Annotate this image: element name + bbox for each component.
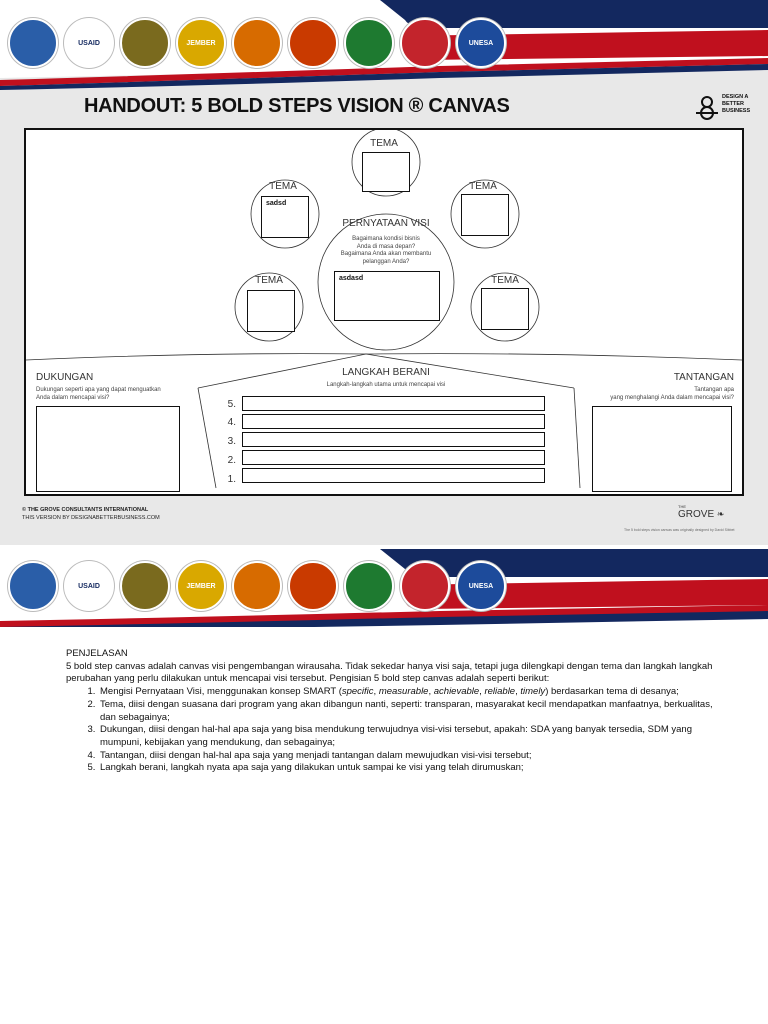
challenges-box[interactable] xyxy=(592,406,732,492)
infinity-icon xyxy=(694,94,720,122)
support-question: Dukungan seperti apa yang dapat menguatkan Anda dalam mencapai visi? xyxy=(36,387,161,401)
step-box-1[interactable] xyxy=(242,468,545,483)
vision-question: Bagaimana kondisi bisnis Anda di masa depan? Bagaimana Anda akan membantu pelanggan Anda? xyxy=(340,236,432,265)
grove-logo-prefix: THE xyxy=(678,504,686,509)
tema-box-top[interactable] xyxy=(362,152,410,192)
tema-box-lower-right[interactable] xyxy=(481,288,529,330)
step-box-3[interactable] xyxy=(242,432,545,447)
copyright: © THE GROVE CONSULTANTS INTERNATIONAL xyxy=(22,507,149,513)
logo-university-3 xyxy=(120,561,170,611)
logo-university-3 xyxy=(120,18,170,68)
steps-subtitle: Langkah-langkah utama untuk mencapai visi xyxy=(326,382,446,388)
vision-statement-box[interactable] xyxy=(334,271,440,321)
support-title: DUKUNGAN xyxy=(36,372,94,383)
step-number: 4. xyxy=(227,417,236,428)
logo-universitas-jember: JEMBER xyxy=(176,18,226,68)
tema-label-upper-left: TEMA xyxy=(269,181,297,192)
logo-kemendikbud xyxy=(8,18,58,68)
challenges-question: Tantangan apa yang menghalangi Anda dalam mencapai visi? xyxy=(610,387,734,401)
vision-statement-text: asdasd xyxy=(339,275,364,282)
version-credit: THIS VERSION BY DESIGNABETTERBUSINESS.COM xyxy=(22,515,160,521)
step-number: 5. xyxy=(227,399,236,410)
explanation-heading: PENJELASAN xyxy=(66,648,128,659)
second-slide-header xyxy=(0,545,768,627)
canvas-footer xyxy=(22,506,160,522)
steps-title: LANGKAH BERANI xyxy=(342,367,430,378)
list-item: 2. Tema, diisi dengan suasana dari program yang akan dibangun nanti, seperti: transparan, masyarakat kecil mendapatkan manfaatnya, berkualitas, dan sebagainya; xyxy=(98,699,716,724)
step-number: 3. xyxy=(227,436,236,447)
tema-box-lower-left[interactable] xyxy=(247,290,295,332)
logo-university-5 xyxy=(232,561,282,611)
logo-university-6 xyxy=(288,561,338,611)
brand-line-1: DESIGN A xyxy=(722,94,749,100)
tema-label-upper-right: TEMA xyxy=(469,181,497,192)
explanation-intro: 5 bold step canvas adalah canvas visi pengembangan wirausaha. Tidak sekedar hanya visi saja, tetapi juga dilengkapi dengan tema dan langkah langkah perubahan yang perlu dilakukan untuk mencapai visi tersebut. Pengisian 5 bold step canvas adalah seperti berikut: xyxy=(66,660,713,685)
logo-university-8 xyxy=(400,18,450,68)
logo-university-7 xyxy=(344,18,394,68)
step-box-5[interactable] xyxy=(242,396,545,411)
tema-label-lower-left: TEMA xyxy=(255,275,283,286)
logo-usaid: USAID xyxy=(64,18,114,68)
logo-university-5 xyxy=(232,18,282,68)
logo-university-8 xyxy=(400,561,450,611)
list-item: 4. Tantangan, diisi dengan hal-hal apa saja yang menjadi tantangan dalam mewujudkan visi-visi tersebut; xyxy=(98,750,716,763)
tema-label-top: TEMA xyxy=(370,138,398,149)
grove-leaf-icon: ❧ xyxy=(716,509,725,519)
partner-logos xyxy=(8,561,506,609)
vision-title: PERNYATAAN VISI xyxy=(342,218,430,229)
vision-canvas xyxy=(24,128,744,496)
list-item: 3. Dukungan, diisi dengan hal-hal apa saja yang bisa mendukung terwujudnya visi-visi tersebut, apakah: SDA yang banyak tersedia, SDM yang mumpuni, kebijakan yang mendukung, dan sebagainya; xyxy=(98,724,716,749)
explanation-section xyxy=(66,648,716,775)
design-credit: The 5 bold steps vision canvas was originally designed by David Sibbet xyxy=(624,528,735,532)
logo-unesa: UNESA xyxy=(456,18,506,68)
logo-universitas-jember: JEMBER xyxy=(176,561,226,611)
challenges-title: TANTANGAN xyxy=(673,372,734,383)
list-item: 1. Mengisi Pernyataan Visi, menggunakan konsep SMART (specific, measurable, achievable, reliable, timely) berdasarkan tema di desanya; xyxy=(98,686,716,699)
tema-box-upper-right[interactable] xyxy=(461,194,509,236)
logo-unesa: UNESA xyxy=(456,561,506,611)
step-box-2[interactable] xyxy=(242,450,545,465)
brand-line-2: BETTER xyxy=(722,101,744,107)
logo-university-6 xyxy=(288,18,338,68)
grove-logo xyxy=(678,504,724,520)
page-title: HANDOUT: 5 BOLD STEPS VISION ® CANVAS xyxy=(84,95,510,117)
explanation-list xyxy=(66,686,716,775)
step-number: 2. xyxy=(227,455,236,466)
logo-university-7 xyxy=(344,561,394,611)
design-a-better-business-logo xyxy=(694,94,754,122)
list-item: 5. Langkah berani, langkah nyata apa saja yang dilakukan untuk sampai ke visi yang telah dirumuskan; xyxy=(98,762,716,775)
support-box[interactable] xyxy=(36,406,180,492)
tema-label-lower-right: TEMA xyxy=(491,275,519,286)
step-number: 1. xyxy=(227,474,236,485)
tema-box-text: sadsd xyxy=(266,200,287,207)
logo-usaid: USAID xyxy=(64,561,114,611)
tema-box-upper-left[interactable] xyxy=(261,196,309,238)
step-box-4[interactable] xyxy=(242,414,545,429)
brand-line-3: BUSINESS xyxy=(722,108,751,114)
grove-logo-text: GROVE xyxy=(678,509,715,520)
logo-kemendikbud xyxy=(8,561,58,611)
partner-logos xyxy=(8,18,506,66)
